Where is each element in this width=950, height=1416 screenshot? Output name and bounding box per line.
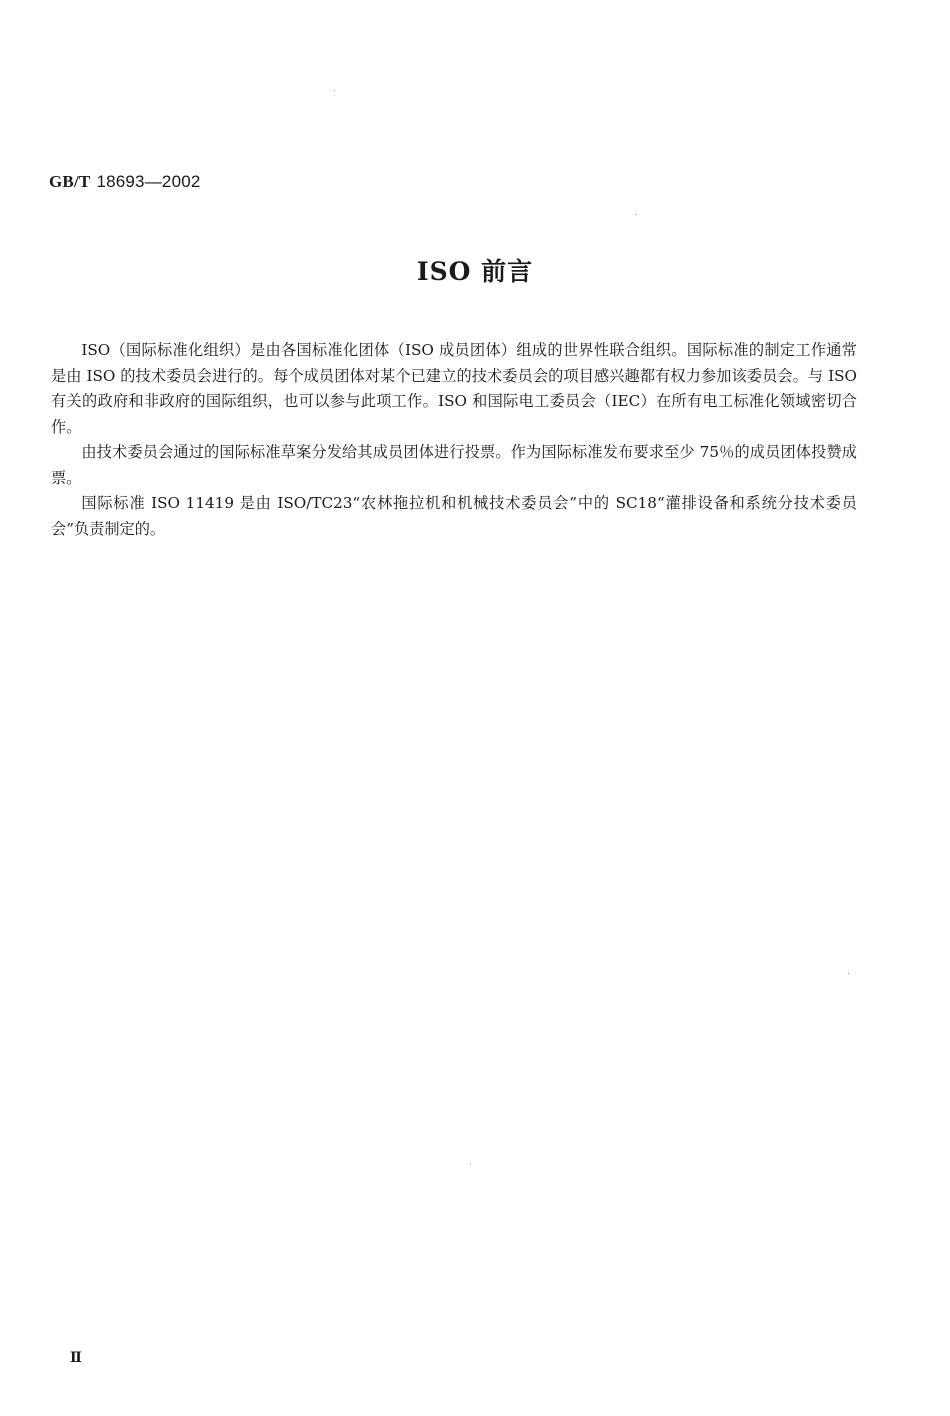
scan-speck bbox=[848, 973, 849, 974]
page-number: Ⅱ bbox=[70, 1350, 82, 1366]
page-title: ISO 前言 bbox=[416, 257, 534, 286]
scan-speck bbox=[636, 214, 637, 215]
scan-speck bbox=[470, 1163, 471, 1164]
scan-speck bbox=[334, 90, 335, 91]
standard-prefix: GB/T bbox=[49, 172, 91, 191]
body-text bbox=[51, 338, 857, 542]
paragraph-3: 国际标准 ISO 11419 是由 ISO/TC23“农林拖拉机和机械技术委员会”中的 SC18“灌排设备和系统分技术委员会”负责制定的。 bbox=[51, 494, 857, 538]
standard-code-header bbox=[49, 172, 201, 192]
paragraph-1: ISO（国际标准化组织）是由各国标准化团体（ISO 成员团体）组成的世界性联合组织。国际标准的制定工作通常是由 ISO 的技术委员会进行的。每个成员团体对某个已建立的技术委员会的项目感兴趣都有权力参加该委员会。与 ISO 有关的政府和非政府的国际组织，也可以参与此项工作。ISO 和国际电工委员会（IEC）在所有电工标准化领域密切合作。 bbox=[51, 341, 857, 436]
standard-number: 18693—2002 bbox=[96, 172, 201, 191]
paragraph-2: 由技术委员会通过的国际标准草案分发给其成员团体进行投票。作为国际标准发布要求至少 75％的成员团体投赞成票。 bbox=[51, 443, 857, 487]
